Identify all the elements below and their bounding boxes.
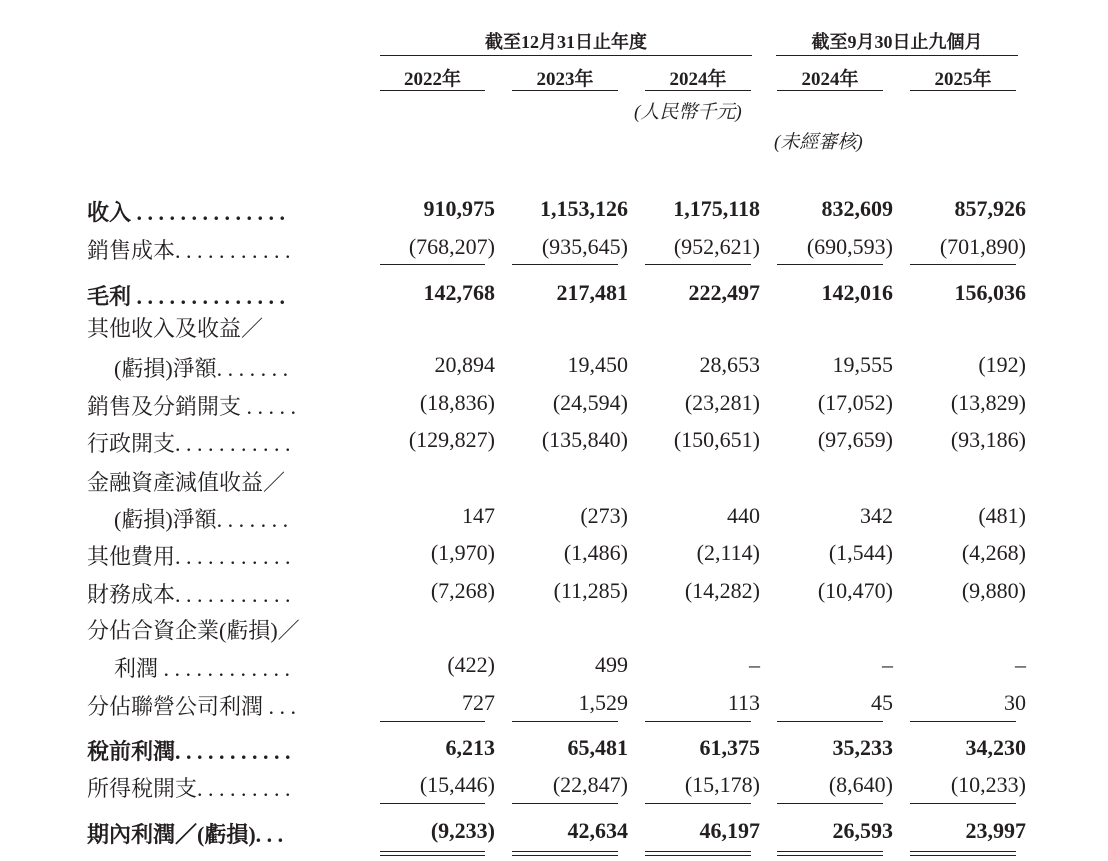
- row-label: 金融資產減值收益／: [87, 470, 286, 495]
- year-rule-2025-nine-months: [910, 90, 1016, 91]
- total-double-rule-2022: [380, 851, 485, 856]
- cell-2024: (150,651): [673, 427, 760, 452]
- cell-2024-nine-months: (17,052): [817, 390, 893, 415]
- year-rule-2024: [645, 90, 751, 91]
- year-rule-2024-nine-months: [777, 90, 883, 91]
- subtotal-rule-2024-nine-months: [777, 721, 883, 722]
- cell-2024: 113: [727, 690, 760, 715]
- cell-2025-nine-months: 30: [1004, 690, 1026, 715]
- cell-2022: (768,207): [408, 234, 495, 259]
- year-rule-2022: [380, 90, 485, 91]
- cell-2024: 28,653: [699, 352, 760, 377]
- subtotal-rule-2024: [645, 803, 751, 804]
- cell-2024-nine-months: 19,555: [832, 352, 893, 377]
- cell-2022: (129,827): [408, 427, 495, 452]
- row-label: 期內利潤／(虧損). . .: [87, 822, 284, 847]
- row-label: 行政開支. . . . . . . . . . .: [87, 431, 291, 456]
- subtotal-rule-2024: [645, 721, 751, 722]
- cell-2022: (1,970): [430, 540, 495, 565]
- cell-2024-nine-months: (1,544): [828, 540, 893, 565]
- subtotal-rule-2024-nine-months: [777, 803, 883, 804]
- row-label: 收入 . . . . . . . . . . . . . .: [87, 200, 286, 225]
- year-header-2023: 2023年: [536, 69, 594, 90]
- cell-2025-nine-months: (481): [978, 503, 1026, 528]
- cell-2023: 1,529: [578, 690, 628, 715]
- cell-2024-nine-months: 26,593: [832, 818, 893, 843]
- cell-2023: (24,594): [552, 390, 628, 415]
- cell-2025-nine-months: (10,233): [950, 772, 1026, 797]
- row-label: 毛利 . . . . . . . . . . . . . .: [87, 284, 286, 309]
- cell-2024: 440: [727, 503, 760, 528]
- cell-2025-nine-months: (13,829): [950, 390, 1026, 415]
- cell-2022: (422): [447, 652, 495, 677]
- subtotal-rule-2025-nine-months: [910, 264, 1016, 265]
- row-label: 所得稅開支. . . . . . . . .: [87, 776, 291, 801]
- subtotal-rule-2024: [645, 264, 751, 265]
- cell-2022: (15,446): [419, 772, 495, 797]
- cell-2023: 1,153,126: [540, 196, 628, 221]
- cell-2024-nine-months: (690,593): [806, 234, 893, 259]
- cell-2023: 217,481: [556, 280, 628, 305]
- subtotal-rule-2022: [380, 803, 485, 804]
- year-header-2024-nine-months: 2024年: [801, 69, 859, 90]
- cell-2023: (22,847): [552, 772, 628, 797]
- subtotal-rule-2025-nine-months: [910, 803, 1016, 804]
- cell-2023: (135,840): [541, 427, 628, 452]
- row-label: 稅前利潤. . . . . . . . . . .: [87, 739, 291, 764]
- cell-2022: (18,836): [419, 390, 495, 415]
- cell-2024-nine-months: –: [882, 652, 893, 677]
- subtotal-rule-2023: [512, 721, 618, 722]
- cell-2022: (9,233): [430, 818, 495, 843]
- cell-2024: –: [749, 652, 760, 677]
- unaudited-note: (未經審核): [774, 132, 863, 153]
- group-header-nine-months: 截至9月30日止九個月: [811, 32, 983, 52]
- cell-2024-nine-months: 35,233: [832, 735, 893, 760]
- group-header-full-year: 截至12月31日止年度: [485, 32, 647, 52]
- cell-2025-nine-months: (192): [978, 352, 1026, 377]
- cell-2023: (273): [580, 503, 628, 528]
- cell-2024: (14,282): [684, 578, 760, 603]
- cell-2024-nine-months: 342: [860, 503, 893, 528]
- cell-2025-nine-months: 23,997: [965, 818, 1026, 843]
- cell-2022: (7,268): [430, 578, 495, 603]
- subtotal-rule-2024-nine-months: [777, 264, 883, 265]
- cell-2024: (23,281): [684, 390, 760, 415]
- cell-2025-nine-months: (93,186): [950, 427, 1026, 452]
- subtotal-rule-2023: [512, 264, 618, 265]
- cell-2024: 1,175,118: [673, 196, 760, 221]
- cell-2022: 727: [462, 690, 495, 715]
- group-rule-full-year: [380, 55, 752, 56]
- cell-2022: 20,894: [434, 352, 495, 377]
- cell-2023: (935,645): [541, 234, 628, 259]
- row-label: 分佔聯營公司利潤 . . .: [87, 694, 297, 719]
- row-label: 其他費用. . . . . . . . . . .: [87, 544, 291, 569]
- cell-2025-nine-months: (701,890): [939, 234, 1026, 259]
- cell-2025-nine-months: 857,926: [954, 196, 1026, 221]
- group-rule-nine-months: [776, 55, 1018, 56]
- cell-2024-nine-months: (8,640): [828, 772, 893, 797]
- row-label: 銷售成本. . . . . . . . . . .: [87, 238, 291, 263]
- total-double-rule-2025-nine-months: [910, 851, 1016, 856]
- cell-2023: (1,486): [563, 540, 628, 565]
- cell-2022: 910,975: [423, 196, 495, 221]
- row-label: 其他收入及收益／: [87, 316, 264, 341]
- year-rule-2023: [512, 90, 618, 91]
- cell-2024-nine-months: 142,016: [821, 280, 893, 305]
- row-label: 利潤 . . . . . . . . . . . .: [114, 656, 291, 681]
- row-label: 銷售及分銷開支 . . . . .: [87, 394, 297, 419]
- subtotal-rule-2025-nine-months: [910, 721, 1016, 722]
- row-label: 財務成本. . . . . . . . . . .: [87, 582, 291, 607]
- row-label: (虧損)淨額. . . . . . .: [114, 356, 289, 381]
- cell-2025-nine-months: 34,230: [965, 735, 1026, 760]
- year-header-2022: 2022年: [403, 69, 461, 90]
- cell-2022: 6,213: [445, 735, 495, 760]
- cell-2023: 499: [595, 652, 628, 677]
- subtotal-rule-2022: [380, 264, 485, 265]
- cell-2024: 222,497: [688, 280, 760, 305]
- row-label: 分佔合資企業(虧損)／: [87, 618, 300, 643]
- cell-2023: 42,634: [567, 818, 628, 843]
- cell-2024: 61,375: [699, 735, 760, 760]
- cell-2025-nine-months: –: [1015, 652, 1026, 677]
- cell-2023: 19,450: [567, 352, 628, 377]
- cell-2024: (952,621): [673, 234, 760, 259]
- cell-2024: (15,178): [684, 772, 760, 797]
- cell-2022: 142,768: [423, 280, 495, 305]
- cell-2024-nine-months: 832,609: [821, 196, 893, 221]
- cell-2024-nine-months: (10,470): [817, 578, 893, 603]
- cell-2024-nine-months: 45: [871, 690, 893, 715]
- cell-2025-nine-months: (9,880): [961, 578, 1026, 603]
- total-double-rule-2024-nine-months: [777, 851, 883, 856]
- year-header-2024: 2024年: [669, 69, 727, 90]
- total-double-rule-2024: [645, 851, 751, 856]
- cell-2025-nine-months: (4,268): [961, 540, 1026, 565]
- subtotal-rule-2022: [380, 721, 485, 722]
- cell-2023: (11,285): [553, 578, 628, 603]
- subtotal-rule-2023: [512, 803, 618, 804]
- cell-2024: (2,114): [696, 540, 760, 565]
- row-label: (虧損)淨額. . . . . . .: [114, 507, 289, 532]
- cell-2023: 65,481: [567, 735, 628, 760]
- cell-2025-nine-months: 156,036: [954, 280, 1026, 305]
- cell-2024-nine-months: (97,659): [817, 427, 893, 452]
- year-header-2025-nine-months: 2025年: [934, 69, 992, 90]
- cell-2022: 147: [462, 503, 495, 528]
- cell-2024: 46,197: [699, 818, 760, 843]
- unit-note: (人民幣千元): [634, 102, 742, 123]
- total-double-rule-2023: [512, 851, 618, 856]
